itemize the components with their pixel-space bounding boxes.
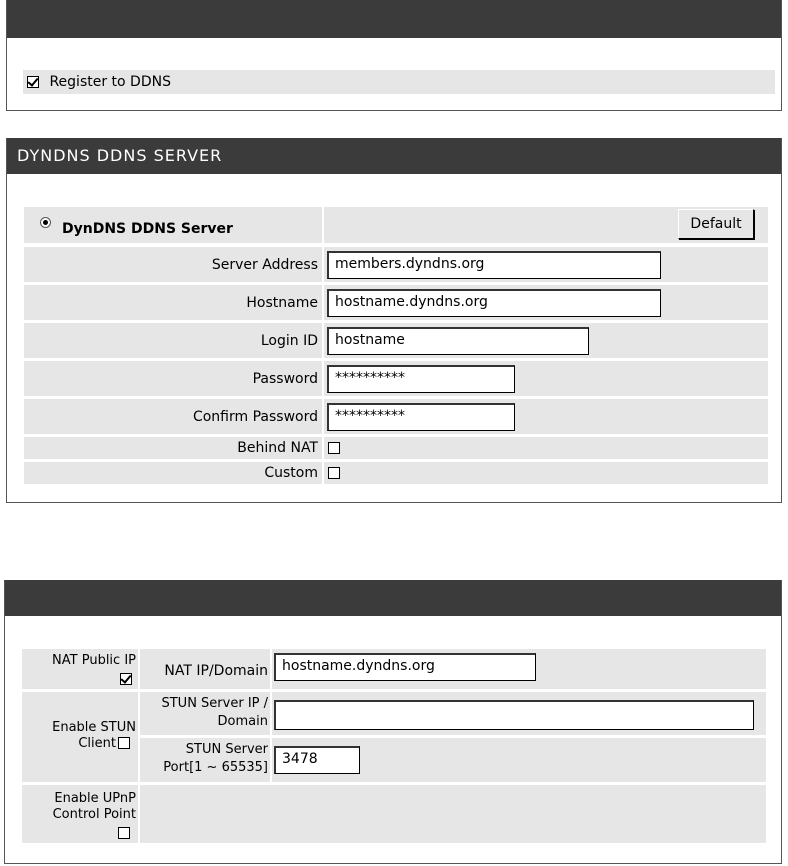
hostname-input[interactable]: hostname.dyndns.org bbox=[327, 289, 661, 317]
enable-stun-cell bbox=[21, 691, 139, 783]
dyndns-server-radio[interactable] bbox=[40, 217, 51, 228]
dyndns-server-radio-label: DynDNS DDNS Server bbox=[62, 221, 233, 237]
enable-stun-label-1: Enable STUN bbox=[52, 720, 136, 735]
password-input-cell bbox=[323, 360, 769, 397]
enable-upnp-label-2: Control Point bbox=[52, 807, 136, 822]
enable-upnp-label-1: Enable UPnP bbox=[54, 791, 136, 806]
behind-nat-label-cell bbox=[23, 436, 323, 460]
password-label-cell bbox=[23, 360, 323, 397]
hostname-label: Hostname bbox=[246, 295, 318, 311]
nat-public-ip-cell bbox=[21, 648, 139, 690]
stun-server-ip-label-2: Domain bbox=[217, 714, 268, 729]
ddns-register-panel bbox=[6, 0, 782, 111]
hostname-label-cell bbox=[23, 284, 323, 321]
nat-ip-domain-input[interactable]: hostname.dyndns.org bbox=[274, 653, 536, 681]
server-address-label: Server Address bbox=[211, 257, 318, 273]
password-label: Password bbox=[252, 371, 318, 387]
password-input[interactable]: ********** bbox=[327, 365, 515, 393]
login-id-label: Login ID bbox=[260, 333, 318, 349]
dyndns-panel bbox=[6, 138, 782, 503]
default-cell bbox=[323, 206, 769, 244]
confirm-password-input-cell bbox=[323, 398, 769, 435]
behind-nat-label: Behind NAT bbox=[237, 440, 318, 456]
server-address-input[interactable]: members.dyndns.org bbox=[327, 251, 661, 279]
nat-ip-domain-label: NAT IP/Domain bbox=[164, 663, 268, 679]
login-id-label-cell bbox=[23, 322, 323, 359]
nat-panel-header-bar bbox=[5, 580, 781, 616]
dyndns-panel-title: DYNDNS DDNS SERVER bbox=[7, 138, 781, 174]
stun-port-input-cell bbox=[271, 737, 767, 783]
default-button[interactable]: Default bbox=[678, 209, 754, 239]
confirm-password-label: Confirm Password bbox=[192, 409, 318, 425]
behind-nat-checkbox-cell bbox=[323, 436, 769, 460]
nat-ip-domain-input-cell bbox=[271, 648, 767, 690]
server-radio-cell bbox=[23, 206, 323, 244]
stun-port-label-cell bbox=[139, 737, 271, 783]
stun-server-ip-label-cell bbox=[139, 691, 271, 736]
nat-public-ip-label: NAT Public IP bbox=[52, 653, 136, 668]
stun-port-input[interactable]: 3478 bbox=[274, 746, 360, 774]
confirm-password-input[interactable]: ********** bbox=[327, 403, 515, 431]
enable-stun-label-2: Client bbox=[78, 736, 116, 751]
stun-server-ip-input-cell bbox=[271, 691, 767, 736]
login-id-input-cell bbox=[323, 322, 769, 359]
stun-server-ip-input[interactable] bbox=[274, 700, 754, 730]
behind-nat-checkbox[interactable] bbox=[328, 442, 340, 454]
custom-checkbox-cell bbox=[323, 461, 769, 485]
stun-port-label-2: Port[1 ~ 65535] bbox=[163, 760, 268, 775]
stun-server-ip-label-1: STUN Server IP / bbox=[161, 696, 268, 711]
enable-upnp-checkbox[interactable] bbox=[118, 827, 130, 839]
hostname-input-cell bbox=[323, 284, 769, 321]
custom-label: Custom bbox=[264, 465, 318, 481]
enable-upnp-cell bbox=[21, 784, 139, 844]
server-address-input-cell bbox=[323, 246, 769, 283]
nat-public-ip-checkbox[interactable] bbox=[120, 673, 132, 685]
register-ddns-label: Register to DDNS bbox=[49, 74, 171, 90]
panel-header-bar bbox=[7, 0, 781, 38]
confirm-password-label-cell bbox=[23, 398, 323, 435]
register-ddns-checkbox[interactable] bbox=[27, 76, 39, 88]
register-row bbox=[23, 70, 775, 94]
login-id-input[interactable]: hostname bbox=[327, 327, 589, 355]
nat-panel bbox=[4, 580, 782, 864]
nat-ip-domain-label-cell bbox=[139, 648, 271, 690]
custom-label-cell bbox=[23, 461, 323, 485]
stun-port-label-1: STUN Server bbox=[185, 742, 268, 757]
custom-checkbox[interactable] bbox=[328, 467, 340, 479]
enable-upnp-empty-cell bbox=[139, 784, 767, 844]
server-address-label-cell bbox=[23, 246, 323, 283]
enable-stun-checkbox[interactable] bbox=[118, 737, 130, 749]
